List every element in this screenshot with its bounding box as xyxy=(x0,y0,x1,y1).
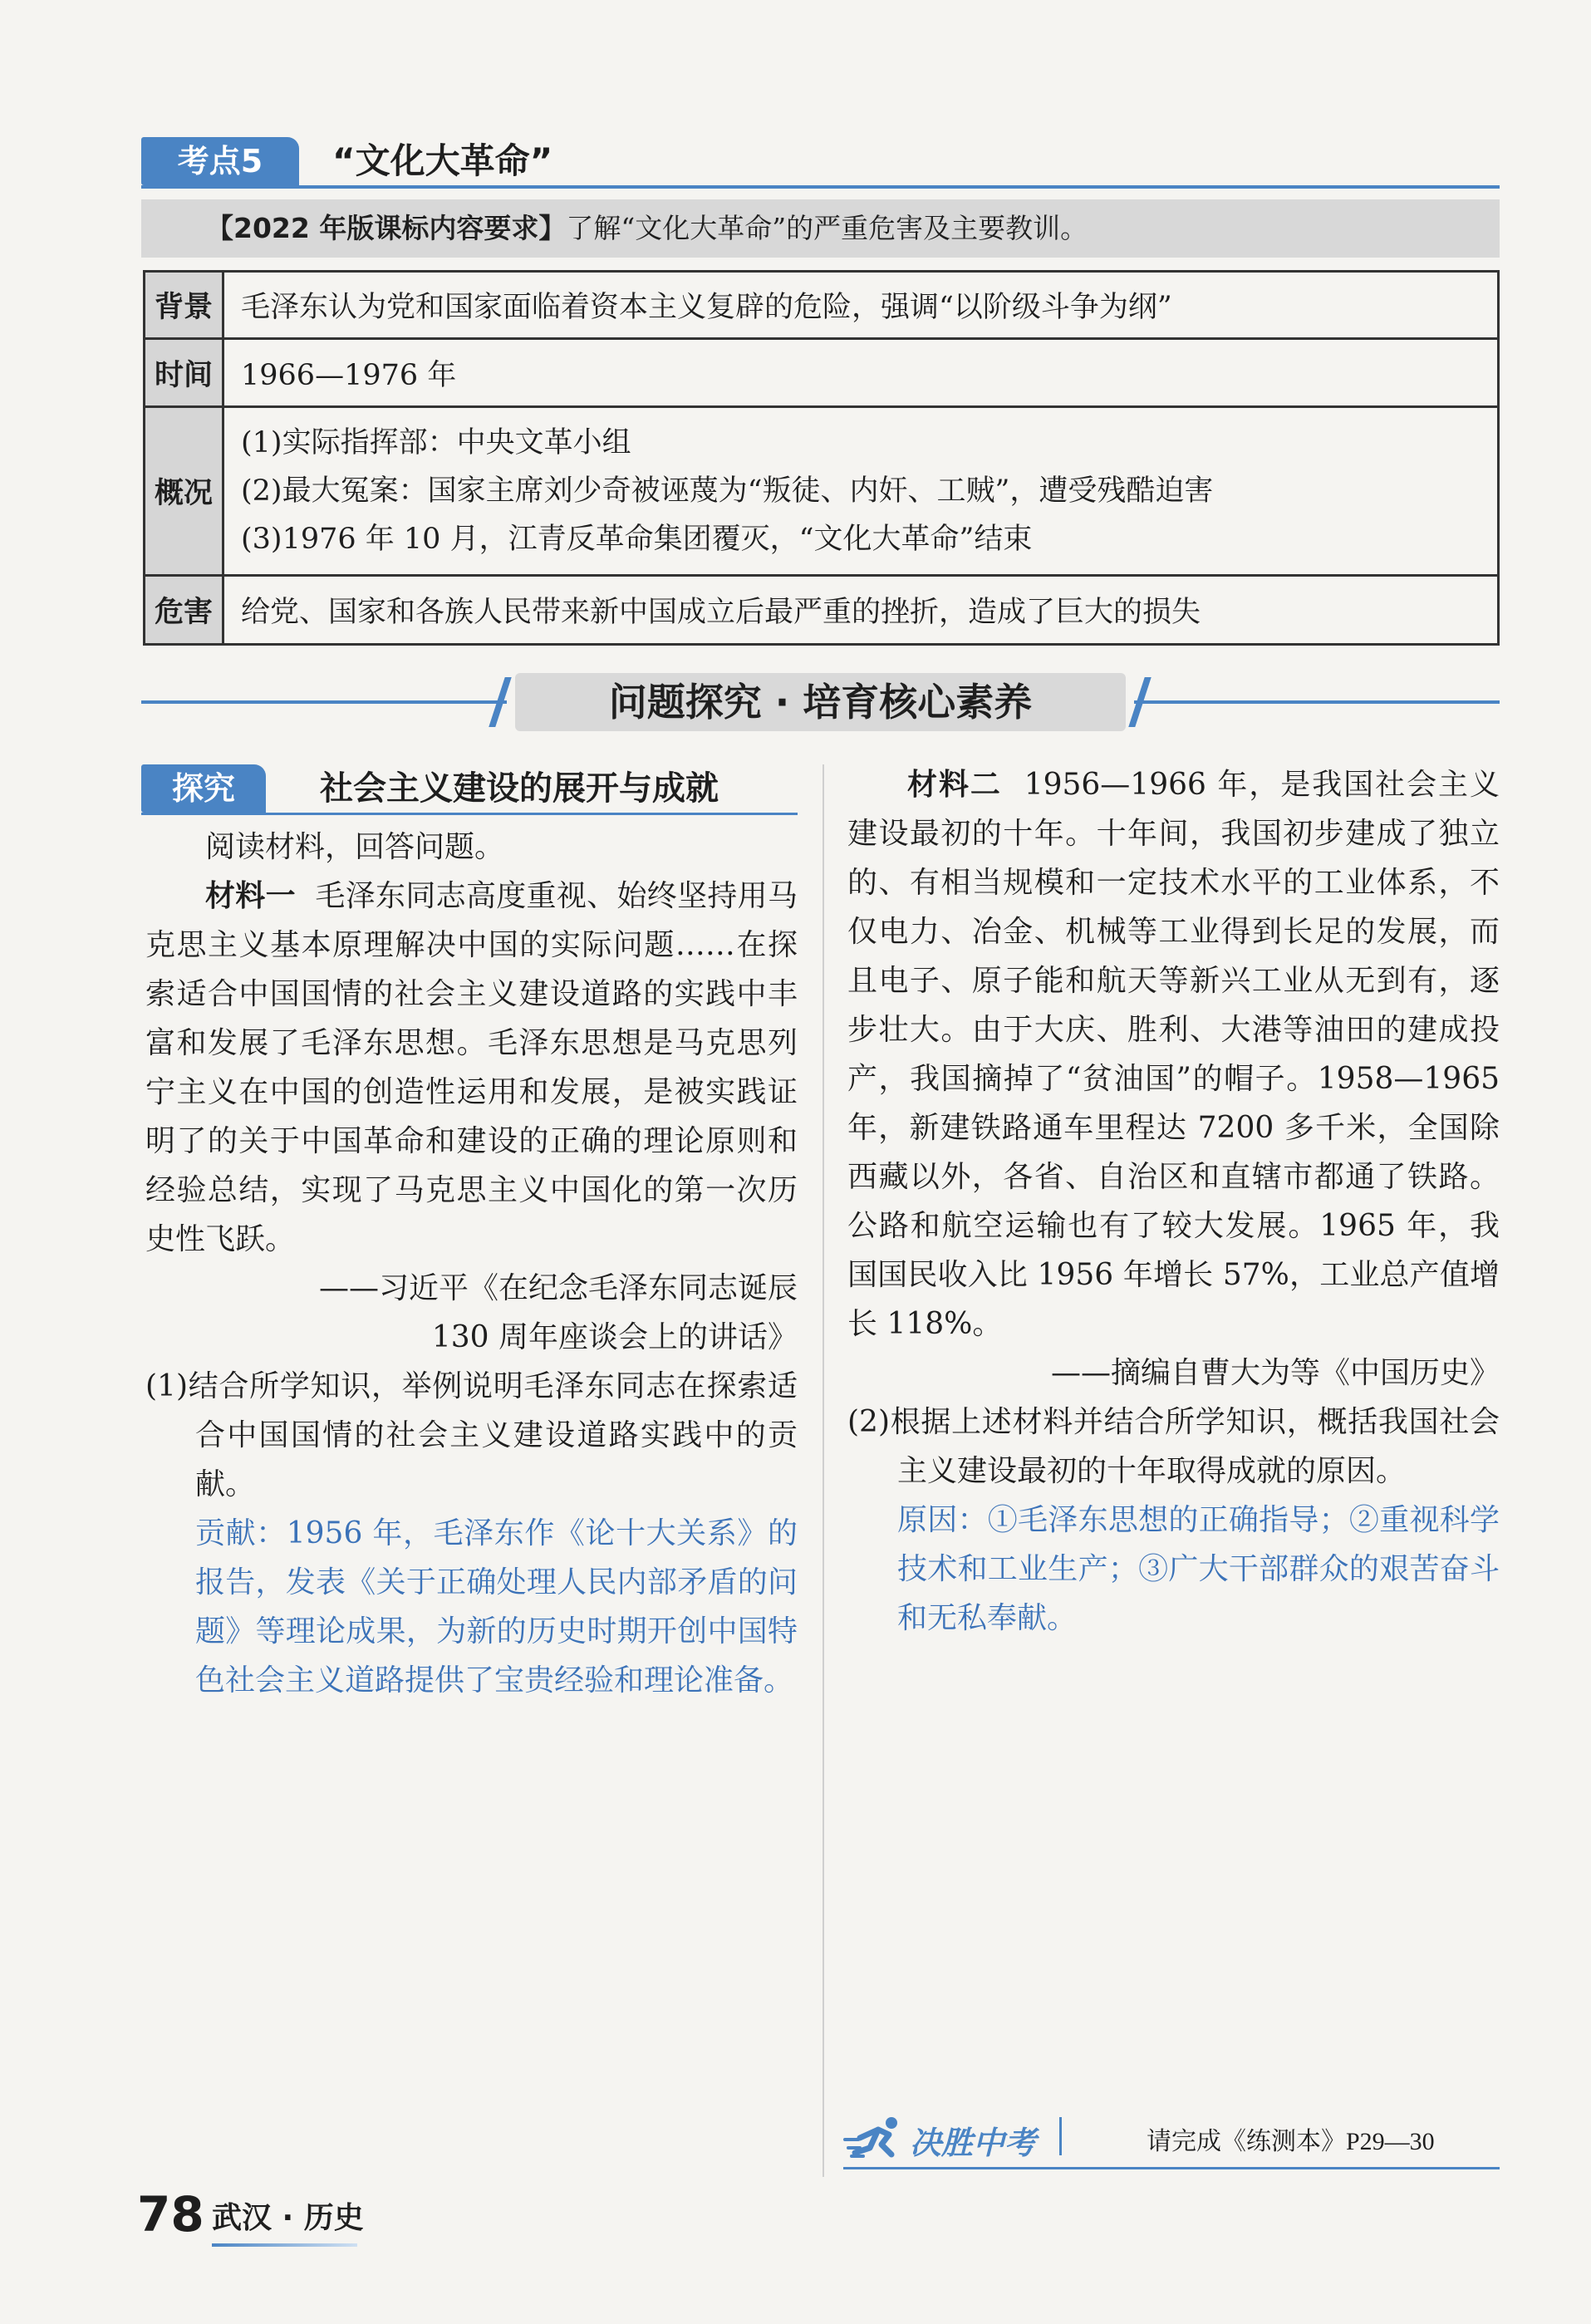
summary-table xyxy=(143,270,1500,646)
page-number-rule xyxy=(212,2243,357,2247)
table-header-cell: 概况 xyxy=(145,407,223,576)
table-row xyxy=(145,339,1499,407)
page-number: 78 xyxy=(137,2186,204,2243)
left-column xyxy=(145,823,798,1705)
table-row xyxy=(145,272,1499,339)
material-one-source-cont: 130 周年座谈会上的讲话》 xyxy=(431,1320,798,1354)
requirement-text: 了解“文化大革命”的严重危害及主要教训。 xyxy=(566,212,1088,244)
material-two-text: 1956—1966 年，是我国社会主义建设最初的十年。十年间，我国初步建成了独立的、有相当规模和一定技术水平的工业体系，不仅电力、冶金、机械等工业得到长足的发展，而且电子、原子能和航天等新兴工业从无到有，逐步壮大。由于大庆、胜利、大港等油田的建成投产，我国摘掉了“贫油国”的帽子。1958—1965 年，新建铁路通车里程达 7200 多千米，全国除西藏以外，各省、自治区和直辖市都通了铁路。公路和航空运输也有了较大发展。1965 年，我国国民收入比 1956 年增长 57%，工业总产值增长 118%。 xyxy=(847,768,1500,1341)
table-header-cell: 时间 xyxy=(145,339,223,407)
banner-title: 问题探究 · 培育核心素养 xyxy=(515,673,1126,731)
explore-rule xyxy=(141,813,798,815)
answer-one: 贡献：1956 年，毛泽东作《论十大关系》的报告，发表《关于正确处理人民内部矛盾的问题》等理论成果，为新的历史时期开创中国特色社会主义道路提供了宝贵经验和理论准备。 xyxy=(195,1516,798,1698)
banner-rule-left xyxy=(141,700,507,704)
intro-text: 阅读材料，回答问题。 xyxy=(205,830,505,864)
banner-rule-right xyxy=(1134,700,1500,704)
material-two-source: ——摘编自曹大为等《中国历史》 xyxy=(1050,1356,1500,1390)
material-two-label: 材料二 xyxy=(907,768,1002,802)
overview-item: (3)1976 年 10 月，江青反革命集团覆灭，“文化大革命”结束 xyxy=(241,523,1033,556)
inquiry-banner xyxy=(141,673,1500,731)
practice-reference xyxy=(1147,2120,1435,2157)
table-header-cell: 危害 xyxy=(145,576,223,645)
overview-item: (1)实际指挥部：中央文革小组 xyxy=(241,426,631,459)
section-rule xyxy=(141,185,1500,189)
question-two: (2)根据上述材料并结合所学知识，概括我国社会主义建设最初的十年取得成就的原因。 xyxy=(847,1405,1500,1488)
section-tag: 考点5 xyxy=(141,137,299,185)
answer-two: 原因：①毛泽东思想的正确指导；②重视科学技术和工业生产；③广大干部群众的艰苦奋斗和无私奉献。 xyxy=(897,1503,1500,1635)
explore-header xyxy=(141,764,798,816)
logo-separator xyxy=(1059,2117,1062,2155)
table-cell: 毛泽东认为党和国家面临着资本主义复辟的危险，强调“以阶级斗争为纲” xyxy=(223,272,1499,339)
material-one-text: 毛泽东同志高度重视、始终坚持用马克思主义基本原理解决中国的实际问题……在探索适合中国国情的社会主义建设道路的实践中丰富和发展了毛泽东思想。毛泽东思想是马克思列宁主义在中国的创造性运用和发展，是被实践证明了的关于中国革命和建设的正确的理论原则和经验总结，实现了马克思主义中国化的第一次历史性飞跃。 xyxy=(145,879,798,1256)
material-one-source: ——习近平《在纪念毛泽东同志诞辰 xyxy=(318,1271,798,1305)
table-cell: 给党、国家和各族人民带来新中国成立后最严重的挫折，造成了巨大的损失 xyxy=(223,576,1499,645)
practice-reference-pages: P29—30 xyxy=(1346,2128,1435,2155)
section-header xyxy=(141,137,1500,189)
runner-icon xyxy=(843,2115,910,2164)
page-subject: 武汉 · 历史 xyxy=(212,2201,364,2235)
question-one: (1)结合所学知识，举例说明毛泽东同志在探索适合中国国情的社会主义建设道路实践中的贡献。 xyxy=(145,1369,798,1501)
material-two xyxy=(847,760,1500,1349)
table-cell xyxy=(223,407,1499,576)
material-one-label: 材料一 xyxy=(205,879,296,913)
material-one xyxy=(145,872,798,1264)
column-divider xyxy=(823,764,824,2177)
requirement-label: 【2022 年版课标内容要求】 xyxy=(206,212,567,244)
explore-title: 社会主义建设的展开与成就 xyxy=(320,769,719,808)
section-title: “文化大革命” xyxy=(332,140,553,181)
table-row xyxy=(145,576,1499,645)
right-column xyxy=(847,760,1500,1643)
requirement-bar xyxy=(141,199,1500,258)
table-row xyxy=(145,407,1499,576)
table-header-cell: 背景 xyxy=(145,272,223,339)
table-cell: 1966—1976 年 xyxy=(223,339,1499,407)
overview-item: (2)最大冤案：国家主席刘少奇被诬蔑为“叛徒、内奸、工贼”，遭受残酷迫害 xyxy=(241,474,1214,508)
footer-rule xyxy=(843,2167,1500,2169)
explore-tag: 探究 xyxy=(141,764,266,813)
brand-logo-text: 决胜中考 xyxy=(910,2125,1037,2161)
practice-reference-text: 请完成《练测本》 xyxy=(1147,2127,1346,2156)
